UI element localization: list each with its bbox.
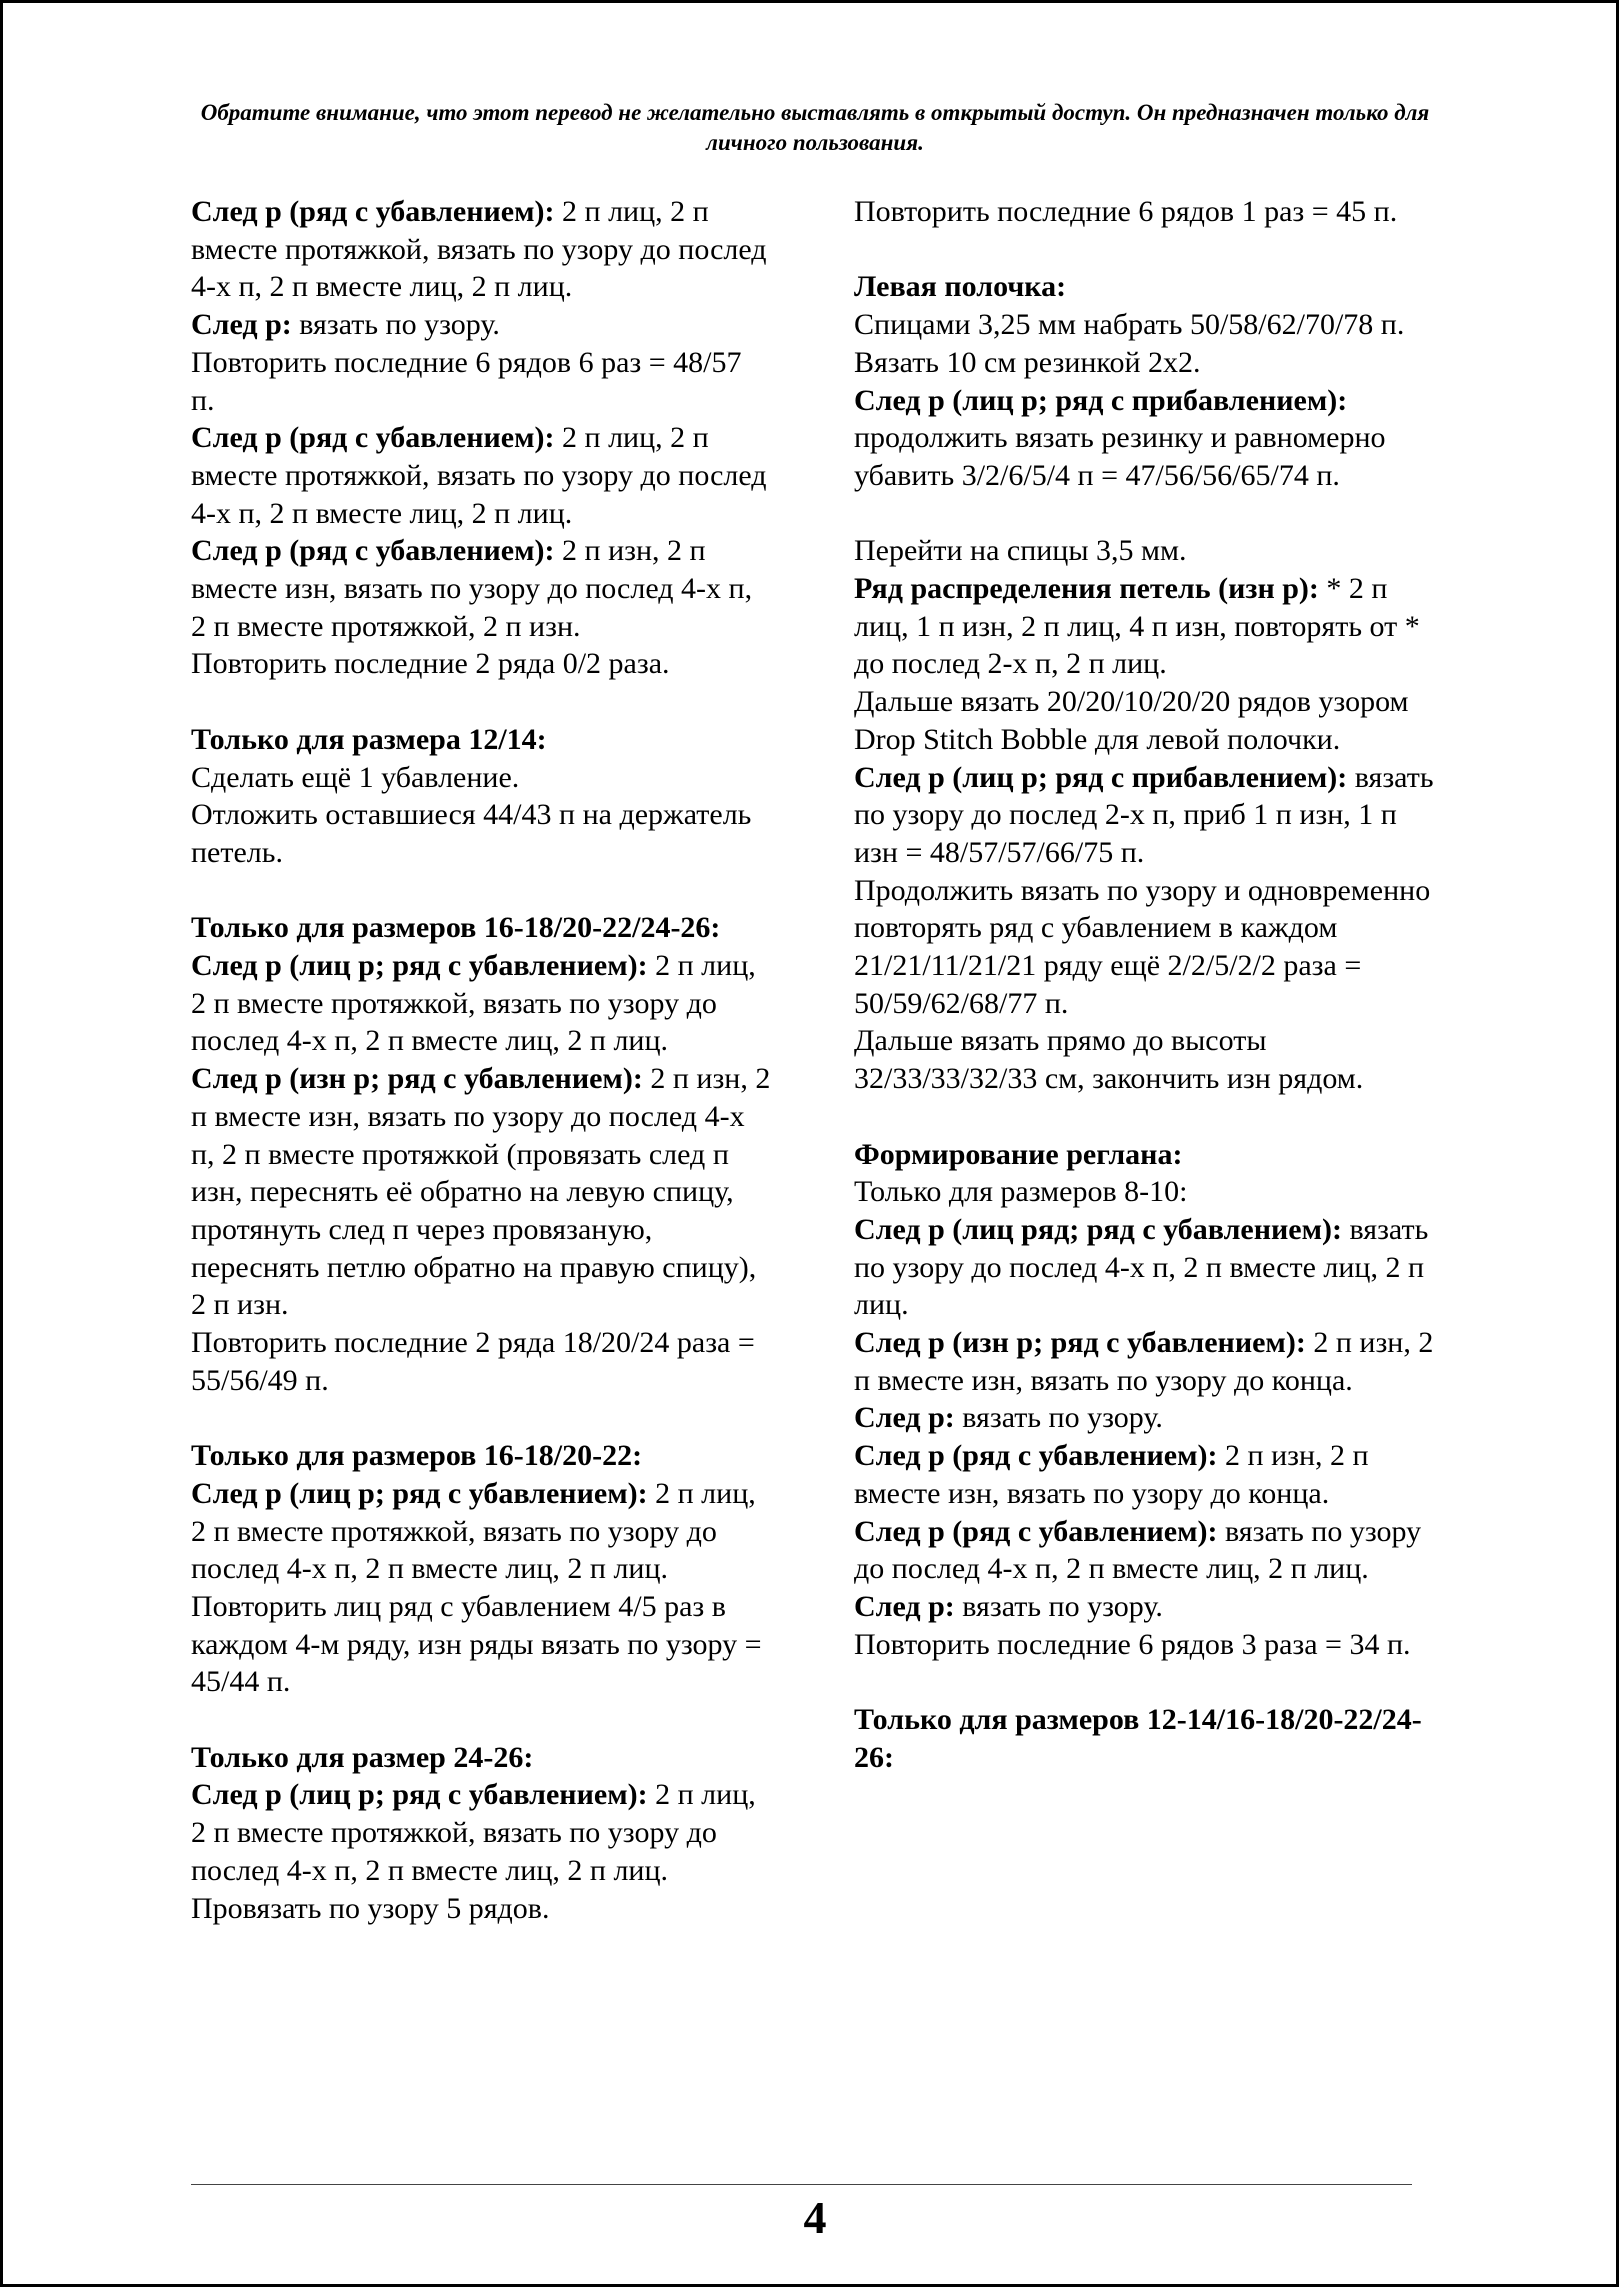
- instruction-paragraph: [854, 872, 1434, 1023]
- instruction-paragraph: [191, 532, 771, 645]
- instruction-label: След р (лиц р; ряд с убавлением):: [191, 949, 648, 983]
- instruction-text: Перейти на спицы 3,5 мм.: [854, 534, 1187, 568]
- instruction-label: След р (лиц р; ряд с убавлением):: [191, 1778, 648, 1812]
- translation-notice: Обратите внимание, что этот перевод не желательно выставлять в открытый доступ. Он предназначен только для личного пользования.: [200, 100, 1430, 155]
- page-number: 4: [803, 2192, 827, 2243]
- instruction-paragraph: [854, 1701, 1434, 1776]
- instruction-label: След р:: [191, 308, 292, 342]
- instruction-text: Дальше вязать 20/20/10/20/20 рядов узором Drop Stitch Bobble для левой полочки.: [854, 685, 1409, 756]
- instruction-paragraph: [854, 1324, 1434, 1399]
- instruction-text: Только для размеров 8-10:: [854, 1175, 1188, 1209]
- instruction-text: вязать по узору.: [954, 1401, 1163, 1435]
- paragraph-gap: [191, 872, 771, 910]
- instruction-paragraph: [191, 1776, 771, 1889]
- instruction-label: Только для размер 24-26:: [191, 1740, 534, 1774]
- instruction-label: След р (изн р; ряд с убавлением):: [191, 1062, 643, 1096]
- instruction-text: 2 п лиц, 2 п вместе протяжкой, вязать по узору до послед 4-х п, 2 п вместе лиц, 2 п лиц.: [191, 1476, 756, 1586]
- paragraph-gap: [191, 1701, 771, 1739]
- instruction-text: Повторить последние 6 рядов 3 раза = 34 п.: [854, 1627, 1411, 1661]
- instruction-paragraph: [191, 947, 771, 1060]
- instruction-label: Только для размеров 16-18/20-22/24-26:: [191, 911, 721, 945]
- instruction-paragraph: [191, 306, 771, 344]
- instruction-text: Продолжить вязать по узору и одновременно повторять ряд с убавлением в каждом 21/21/11/21/21 ряду ещё 2/2/5/2/2 раза = 50/59/62/68/77 п.: [854, 873, 1431, 1020]
- left-column: [191, 193, 771, 1927]
- instruction-paragraph: [191, 1437, 771, 1475]
- instruction-text: вязать по узору.: [954, 1589, 1163, 1623]
- instruction-paragraph: [854, 193, 1434, 231]
- instruction-label: След р (ряд с убавлением):: [854, 1439, 1218, 1473]
- instruction-paragraph: [854, 683, 1434, 758]
- instruction-paragraph: [854, 532, 1434, 570]
- instruction-text: 2 п изн, 2 п вместе изн, вязать по узору до конца.: [854, 1439, 1369, 1510]
- instruction-text: Провязать по узору 5 рядов.: [191, 1891, 550, 1925]
- instruction-label: След р (лиц р; ряд с прибавлением):: [854, 760, 1348, 794]
- instruction-paragraph: [854, 1399, 1434, 1437]
- instruction-text: Повторить последние 2 ряда 18/20/24 раза = 55/56/49 п.: [191, 1326, 755, 1397]
- instruction-paragraph: [191, 1739, 771, 1777]
- instruction-text: вязать по узору до послед 4-х п, 2 п вместе лиц, 2 п лиц.: [854, 1212, 1429, 1322]
- instruction-label: След р (лиц р; ряд с убавлением):: [191, 1476, 648, 1510]
- instruction-text: 2 п лиц, 2 п вместе протяжкой, вязать по узору до послед 4-х п, 2 п вместе лиц, 2 п лиц.: [191, 195, 767, 304]
- instruction-text: 2 п лиц, 2 п вместе протяжкой, вязать по узору до послед 4-х п, 2 п вместе лиц, 2 п лиц.: [191, 1778, 756, 1887]
- instruction-label: След р:: [854, 1589, 955, 1623]
- instruction-paragraph: [854, 1173, 1434, 1211]
- instruction-text: Повторить последние 6 рядов 1 раз = 45 п.: [854, 195, 1398, 228]
- instruction-label: Только для размеров 16-18/20-22:: [191, 1439, 643, 1473]
- instruction-text: Дальше вязать прямо до высоты 32/33/33/32/33 см, закончить изн рядом.: [854, 1024, 1364, 1096]
- paragraph-gap: [854, 1663, 1434, 1701]
- instruction-paragraph: [191, 909, 771, 947]
- instruction-label: Только для размера 12/14:: [191, 722, 547, 756]
- paragraph-gap: [191, 683, 771, 721]
- instruction-text: вязать по узору.: [291, 308, 500, 342]
- instruction-text: Повторить лиц ряд с убавлением 4/5 раз в каждом 4-м ряду, изн ряды вязать по узору = 45/44 п.: [191, 1589, 762, 1699]
- instruction-paragraph: [191, 1324, 771, 1399]
- instruction-label: След р (ряд с убавлением):: [854, 1514, 1218, 1548]
- instruction-paragraph: [191, 645, 771, 683]
- instruction-paragraph: [191, 1890, 771, 1928]
- paragraph-gap: [854, 1098, 1434, 1136]
- instruction-text: * 2 п лиц, 1 п изн, 2 п лиц, 4 п изн, повторять от * до послед 2-х п, 2 п лиц.: [854, 572, 1420, 681]
- instruction-label: След р (лиц ряд; ряд с убавлением):: [854, 1212, 1343, 1246]
- instruction-paragraph: [191, 1475, 771, 1588]
- instruction-paragraph: [191, 344, 771, 419]
- instruction-paragraph: [854, 759, 1434, 872]
- instruction-text: Спицами 3,25 мм набрать 50/58/62/70/78 п.: [854, 308, 1405, 342]
- instruction-label: Формирование реглана:: [854, 1137, 1183, 1171]
- instruction-text: Повторить последние 2 ряда 0/2 раза.: [191, 647, 670, 681]
- instruction-paragraph: [854, 1513, 1434, 1588]
- instruction-paragraph: [854, 1437, 1434, 1512]
- paragraph-gap: [854, 495, 1434, 533]
- instruction-text: продолжить вязать резинку и равномерно убавить 3/2/6/5/4 п = 47/56/56/65/74 п.: [854, 421, 1386, 492]
- instruction-paragraph: [854, 306, 1434, 344]
- instruction-text: 2 п изн, 2 п вместе изн, вязать по узору до послед 4-х п, 2 п вместе протяжкой, 2 п изн.: [191, 534, 753, 643]
- instruction-paragraph: [854, 1626, 1434, 1664]
- instruction-text: вязать по узору до послед 4-х п, 2 п вместе лиц, 2 п лиц.: [854, 1514, 1422, 1586]
- instruction-paragraph: [191, 1588, 771, 1701]
- instruction-text: Повторить последние 6 рядов 6 раз = 48/57 п.: [191, 345, 742, 417]
- instruction-label: След р (изн р; ряд с убавлением):: [854, 1326, 1306, 1360]
- instruction-paragraph: [854, 268, 1434, 306]
- paragraph-gap: [191, 1399, 771, 1437]
- instruction-text: 2 п лиц, 2 п вместе протяжкой, вязать по узору до послед 4-х п, 2 п вместе лиц, 2 п лиц.: [191, 949, 756, 1058]
- instruction-paragraph: [191, 193, 771, 306]
- instruction-label: Левая полочка:: [854, 270, 1067, 304]
- instruction-paragraph: [854, 382, 1434, 495]
- instruction-text: 2 п изн, 2 п вместе изн, вязать по узору до конца.: [854, 1326, 1434, 1397]
- instruction-paragraph: [191, 796, 771, 871]
- instruction-label: След р (ряд с убавлением):: [191, 421, 555, 455]
- instruction-text: вязать по узору до послед 2-х п, приб 1 п изн, 1 п изн = 48/57/57/66/75 п.: [854, 760, 1434, 869]
- instruction-paragraph: [191, 419, 771, 532]
- instruction-paragraph: [854, 1211, 1434, 1324]
- right-column: [854, 193, 1434, 1776]
- instruction-text: 2 п изн, 2 п вместе изн, вязать по узору до послед 4-х п, 2 п вместе протяжкой (провязать след п изн, переснять её обратно на левую спицу, протянуть след п через провязаную, переснять петлю обратно на правую спицу), 2 п изн.: [191, 1062, 771, 1322]
- instruction-paragraph: [854, 1588, 1434, 1626]
- footer-divider: [191, 2184, 1412, 2185]
- instruction-text: Вязать 10 см резинкой 2х2.: [854, 345, 1201, 379]
- instruction-paragraph: [854, 570, 1434, 683]
- instruction-paragraph: [191, 759, 771, 797]
- instruction-paragraph: [191, 721, 771, 759]
- instruction-label: Ряд распределения петель (изн р):: [854, 572, 1319, 605]
- instruction-text: Сделать ещё 1 убавление.: [191, 760, 520, 794]
- instruction-label: След р:: [854, 1401, 955, 1435]
- instruction-paragraph: [854, 1022, 1434, 1097]
- instruction-label: След р (лиц р; ряд с прибавлением):: [854, 383, 1348, 417]
- instruction-label: След р (ряд с убавлением):: [191, 534, 555, 568]
- instruction-label: След р (ряд с убавлением):: [191, 195, 555, 228]
- instruction-paragraph: [854, 1136, 1434, 1174]
- instruction-paragraph: [854, 344, 1434, 382]
- instruction-text: 2 п лиц, 2 п вместе протяжкой, вязать по узору до послед 4-х п, 2 п вместе лиц, 2 п лиц.: [191, 421, 767, 530]
- paragraph-gap: [854, 231, 1434, 269]
- instruction-text: Отложить оставшиеся 44/43 п на держатель петель.: [191, 798, 752, 869]
- instruction-label: Только для размеров 12-14/16-18/20-22/24-26:: [854, 1703, 1422, 1774]
- instruction-paragraph: [191, 1060, 771, 1324]
